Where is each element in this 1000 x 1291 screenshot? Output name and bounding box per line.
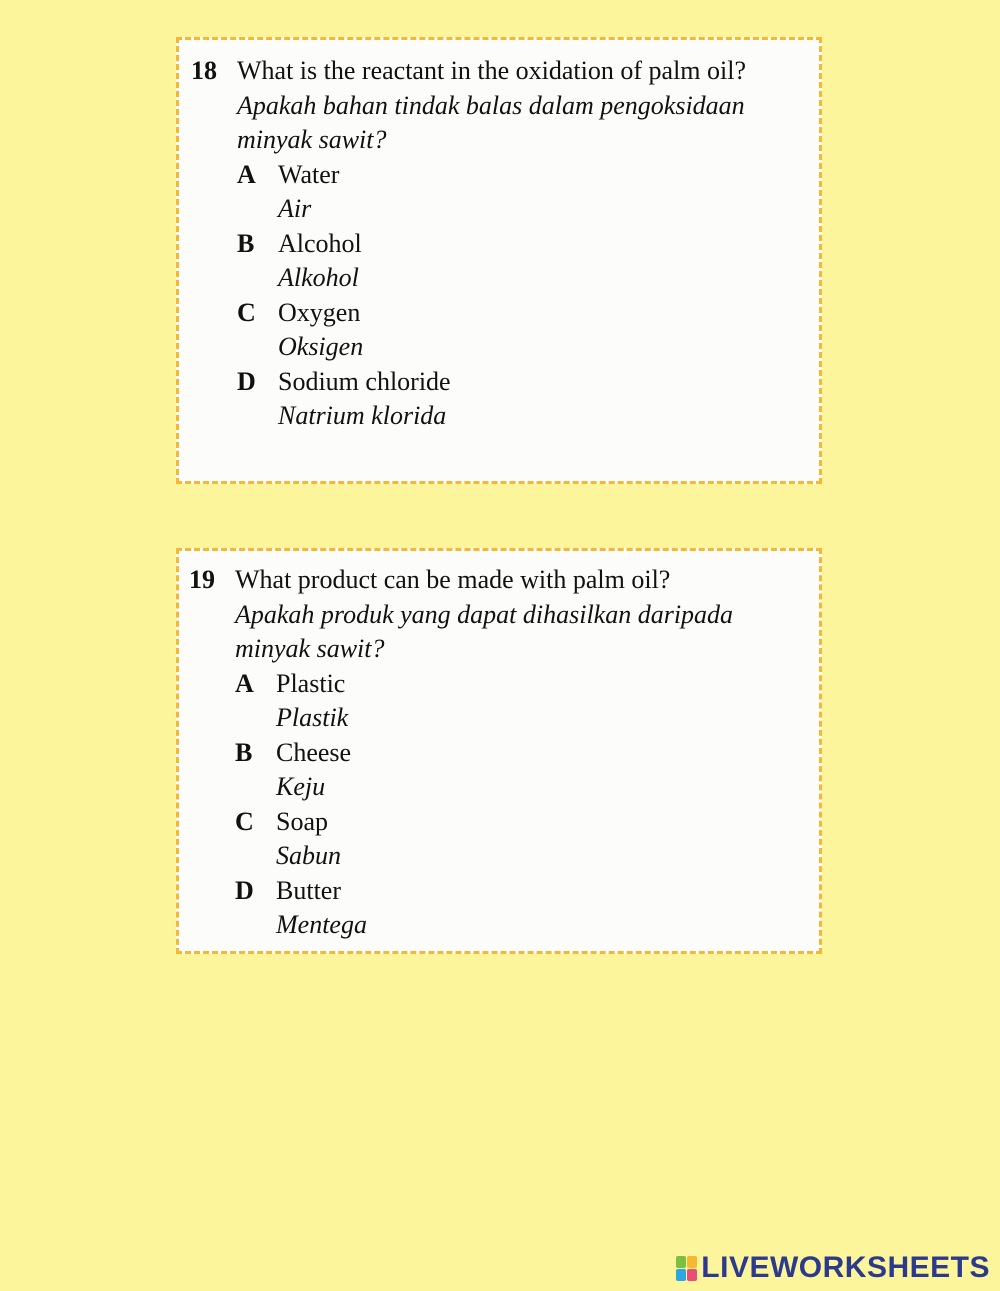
question-number: 18 <box>191 56 217 85</box>
option-text-malay: Keju <box>276 772 326 801</box>
option-c[interactable] <box>235 805 799 874</box>
option-letter: A <box>237 159 256 189</box>
options-list <box>235 667 799 943</box>
option-text-malay: Plastik <box>276 703 349 732</box>
option-text-malay: Mentega <box>276 910 367 939</box>
question-18 <box>191 54 791 434</box>
option-text-english: Cheese <box>276 737 352 767</box>
brand-name: LIVEWORKSHEETS <box>701 1251 990 1284</box>
question-stem-malay: Apakah produk yang dapat dihasilkan daripada minyak sawit? <box>235 599 734 663</box>
question-stem-malay: Apakah bahan tindak balas dalam pengoksidaan minyak sawit? <box>237 90 745 154</box>
option-a[interactable] <box>235 667 799 736</box>
option-c[interactable] <box>237 296 791 365</box>
option-b[interactable] <box>237 227 791 296</box>
option-a[interactable] <box>237 158 791 227</box>
option-d[interactable] <box>235 874 799 943</box>
option-text-malay: Natrium klorida <box>278 401 447 430</box>
option-letter: D <box>237 366 256 396</box>
option-letter: C <box>237 297 256 327</box>
option-letter: A <box>235 668 254 698</box>
liveworksheets-logo[interactable] <box>676 1251 990 1285</box>
option-text-malay: Oksigen <box>278 332 364 361</box>
question-number: 19 <box>189 565 215 594</box>
question-stem-english: What is the reactant in the oxidation of palm oil? <box>237 56 747 85</box>
question-card-19 <box>176 548 822 954</box>
option-letter: C <box>235 806 254 836</box>
option-text-english: Oxygen <box>278 297 361 327</box>
option-letter: D <box>235 875 254 905</box>
options-list <box>237 158 791 434</box>
option-text-malay: Sabun <box>276 841 341 870</box>
option-text-malay: Alkohol <box>278 263 359 292</box>
liveworksheets-logo-icon <box>676 1256 697 1281</box>
option-text-english: Sodium chloride <box>278 366 451 396</box>
question-stem-english: What product can be made with palm oil? <box>235 565 671 594</box>
option-text-english: Alcohol <box>278 228 362 258</box>
option-d[interactable] <box>237 365 791 434</box>
option-b[interactable] <box>235 736 799 805</box>
option-text-english: Plastic <box>276 668 346 698</box>
option-text-english: Soap <box>276 806 328 836</box>
option-letter: B <box>237 228 255 258</box>
option-text-english: Butter <box>276 875 341 905</box>
option-text-english: Water <box>278 159 340 189</box>
question-card-18 <box>176 37 822 484</box>
option-text-malay: Air <box>278 194 312 223</box>
option-letter: B <box>235 737 253 767</box>
question-19 <box>189 563 799 943</box>
